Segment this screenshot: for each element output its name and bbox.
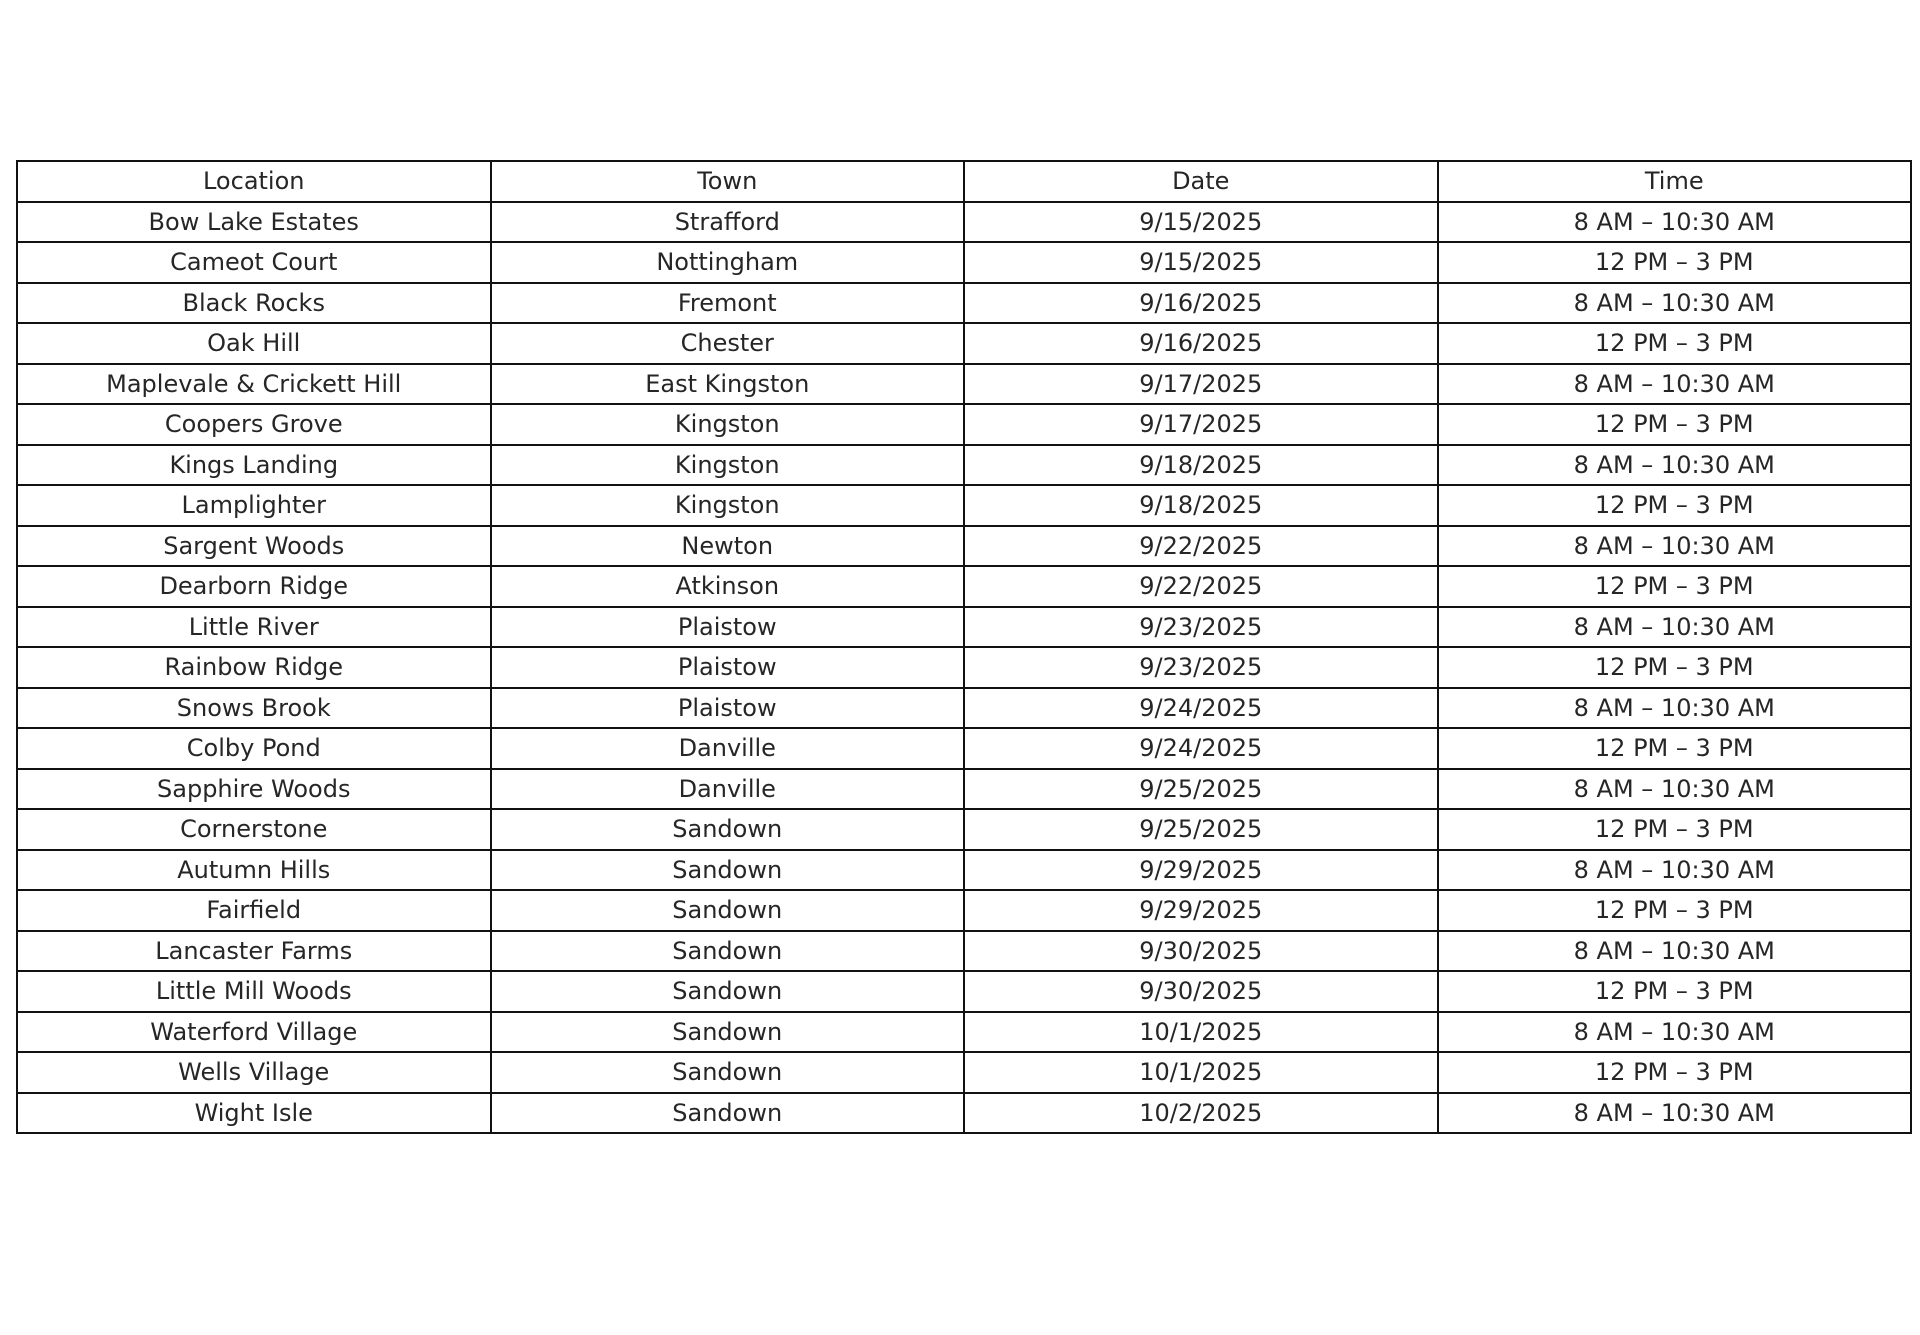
time-cell: 12 PM – 3 PM <box>1438 323 1912 364</box>
date-cell: 9/16/2025 <box>964 323 1438 364</box>
table-row <box>17 1052 1911 1093</box>
location-cell: Little Mill Woods <box>17 971 491 1012</box>
town-cell: East Kingston <box>491 364 965 405</box>
town-cell: Atkinson <box>491 566 965 607</box>
table-header <box>17 161 1911 202</box>
table-row <box>17 485 1911 526</box>
location-cell: Sargent Woods <box>17 526 491 567</box>
date-cell: 9/29/2025 <box>964 850 1438 891</box>
date-cell: 9/25/2025 <box>964 809 1438 850</box>
column-header-location: Location <box>17 161 491 202</box>
time-cell: 8 AM – 10:30 AM <box>1438 445 1912 486</box>
table-row <box>17 566 1911 607</box>
location-cell: Dearborn Ridge <box>17 566 491 607</box>
date-cell: 9/18/2025 <box>964 485 1438 526</box>
location-cell: Kings Landing <box>17 445 491 486</box>
time-cell: 8 AM – 10:30 AM <box>1438 1093 1912 1134</box>
time-cell: 8 AM – 10:30 AM <box>1438 850 1912 891</box>
table-body <box>17 202 1911 1134</box>
location-cell: Little River <box>17 607 491 648</box>
town-cell: Sandown <box>491 1052 965 1093</box>
time-cell: 12 PM – 3 PM <box>1438 809 1912 850</box>
table-row <box>17 364 1911 405</box>
table-row <box>17 931 1911 972</box>
time-cell: 12 PM – 3 PM <box>1438 242 1912 283</box>
town-cell: Kingston <box>491 485 965 526</box>
table-row <box>17 283 1911 324</box>
table-row <box>17 1012 1911 1053</box>
town-cell: Sandown <box>491 850 965 891</box>
location-cell: Autumn Hills <box>17 850 491 891</box>
town-cell: Fremont <box>491 283 965 324</box>
date-cell: 9/23/2025 <box>964 647 1438 688</box>
column-header-date: Date <box>964 161 1438 202</box>
time-cell: 8 AM – 10:30 AM <box>1438 769 1912 810</box>
location-cell: Oak Hill <box>17 323 491 364</box>
time-cell: 8 AM – 10:30 AM <box>1438 526 1912 567</box>
date-cell: 9/30/2025 <box>964 971 1438 1012</box>
date-cell: 9/17/2025 <box>964 364 1438 405</box>
date-cell: 9/16/2025 <box>964 283 1438 324</box>
table-row <box>17 728 1911 769</box>
town-cell: Danville <box>491 728 965 769</box>
table-row <box>17 1093 1911 1134</box>
town-cell: Kingston <box>491 445 965 486</box>
town-cell: Sandown <box>491 971 965 1012</box>
location-cell: Lamplighter <box>17 485 491 526</box>
time-cell: 12 PM – 3 PM <box>1438 404 1912 445</box>
time-cell: 12 PM – 3 PM <box>1438 647 1912 688</box>
header-row <box>17 161 1911 202</box>
location-cell: Waterford Village <box>17 1012 491 1053</box>
time-cell: 8 AM – 10:30 AM <box>1438 1012 1912 1053</box>
table-row <box>17 323 1911 364</box>
time-cell: 8 AM – 10:30 AM <box>1438 688 1912 729</box>
town-cell: Sandown <box>491 931 965 972</box>
time-cell: 12 PM – 3 PM <box>1438 890 1912 931</box>
location-cell: Maplevale & Crickett Hill <box>17 364 491 405</box>
time-cell: 8 AM – 10:30 AM <box>1438 283 1912 324</box>
location-cell: Cameot Court <box>17 242 491 283</box>
time-cell: 8 AM – 10:30 AM <box>1438 607 1912 648</box>
table-row <box>17 850 1911 891</box>
town-cell: Sandown <box>491 809 965 850</box>
table-row <box>17 688 1911 729</box>
date-cell: 9/24/2025 <box>964 728 1438 769</box>
date-cell: 9/17/2025 <box>964 404 1438 445</box>
location-cell: Cornerstone <box>17 809 491 850</box>
time-cell: 12 PM – 3 PM <box>1438 728 1912 769</box>
time-cell: 8 AM – 10:30 AM <box>1438 202 1912 243</box>
town-cell: Danville <box>491 769 965 810</box>
town-cell: Nottingham <box>491 242 965 283</box>
date-cell: 9/30/2025 <box>964 931 1438 972</box>
date-cell: 10/2/2025 <box>964 1093 1438 1134</box>
date-cell: 10/1/2025 <box>964 1012 1438 1053</box>
table-row <box>17 404 1911 445</box>
date-cell: 9/22/2025 <box>964 566 1438 607</box>
location-cell: Sapphire Woods <box>17 769 491 810</box>
column-header-town: Town <box>491 161 965 202</box>
town-cell: Sandown <box>491 1012 965 1053</box>
table-row <box>17 971 1911 1012</box>
table-row <box>17 647 1911 688</box>
date-cell: 10/1/2025 <box>964 1052 1438 1093</box>
time-cell: 12 PM – 3 PM <box>1438 1052 1912 1093</box>
table-row <box>17 769 1911 810</box>
time-cell: 12 PM – 3 PM <box>1438 566 1912 607</box>
location-cell: Wells Village <box>17 1052 491 1093</box>
table-row <box>17 526 1911 567</box>
time-cell: 8 AM – 10:30 AM <box>1438 931 1912 972</box>
date-cell: 9/25/2025 <box>964 769 1438 810</box>
town-cell: Sandown <box>491 890 965 931</box>
location-cell: Snows Brook <box>17 688 491 729</box>
town-cell: Plaistow <box>491 688 965 729</box>
date-cell: 9/23/2025 <box>964 607 1438 648</box>
location-cell: Lancaster Farms <box>17 931 491 972</box>
date-cell: 9/18/2025 <box>964 445 1438 486</box>
column-header-time: Time <box>1438 161 1912 202</box>
town-cell: Plaistow <box>491 647 965 688</box>
location-cell: Coopers Grove <box>17 404 491 445</box>
time-cell: 8 AM – 10:30 AM <box>1438 364 1912 405</box>
town-cell: Kingston <box>491 404 965 445</box>
time-cell: 12 PM – 3 PM <box>1438 971 1912 1012</box>
town-cell: Plaistow <box>491 607 965 648</box>
date-cell: 9/15/2025 <box>964 202 1438 243</box>
location-cell: Colby Pond <box>17 728 491 769</box>
town-cell: Sandown <box>491 1093 965 1134</box>
table-row <box>17 809 1911 850</box>
table-row <box>17 890 1911 931</box>
schedule-table <box>16 160 1912 1134</box>
date-cell: 9/29/2025 <box>964 890 1438 931</box>
location-cell: Black Rocks <box>17 283 491 324</box>
town-cell: Strafford <box>491 202 965 243</box>
table-row <box>17 445 1911 486</box>
location-cell: Rainbow Ridge <box>17 647 491 688</box>
location-cell: Fairfield <box>17 890 491 931</box>
date-cell: 9/22/2025 <box>964 526 1438 567</box>
table-row <box>17 202 1911 243</box>
location-cell: Bow Lake Estates <box>17 202 491 243</box>
time-cell: 12 PM – 3 PM <box>1438 485 1912 526</box>
date-cell: 9/15/2025 <box>964 242 1438 283</box>
location-cell: Wight Isle <box>17 1093 491 1134</box>
date-cell: 9/24/2025 <box>964 688 1438 729</box>
town-cell: Newton <box>491 526 965 567</box>
table-row <box>17 242 1911 283</box>
town-cell: Chester <box>491 323 965 364</box>
table-row <box>17 607 1911 648</box>
